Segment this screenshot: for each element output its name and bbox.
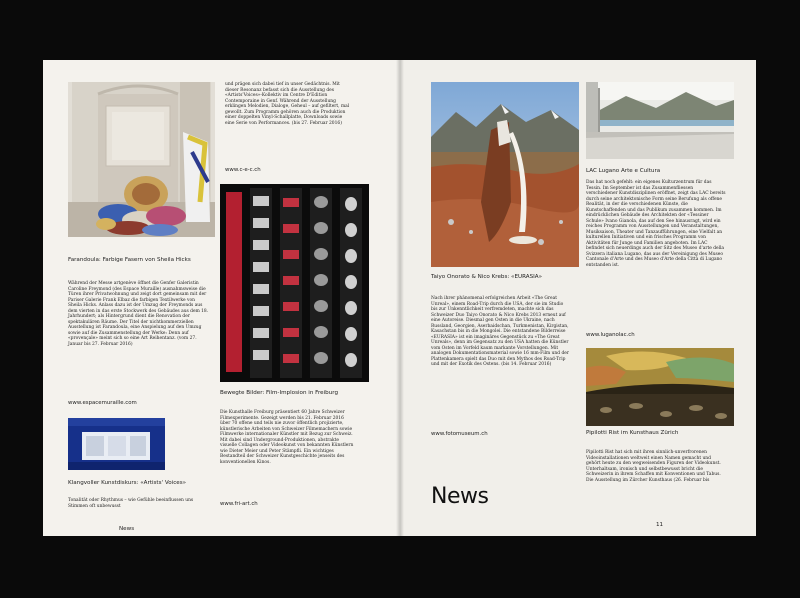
news-heading: News	[431, 484, 489, 509]
left-folio: News	[119, 526, 135, 532]
film-strip-photo	[220, 184, 369, 382]
pipilotti-caption: Pipilotti Rist im Kunsthaus Zürich	[586, 430, 679, 436]
artists-voices-photo	[68, 418, 165, 470]
lac-caption: LAC Lugano Arte e Cultura	[586, 168, 661, 174]
pipilotti-body: Pipilotti Rist hat sich mit ihren sinnlich-unverfrorenen Videoinstallationen weltweit einen Namen gemacht und gehört heute zu den wegweisenden Figuren der Videokunst. Unterhaltsam, ironisch und selbstbewusst bricht die Schweizerin in ihrem Schaffen mit Konventionen und Tabus. Die Ausstellung im Zürcher Kunsthaus (26. Februar bis	[586, 450, 721, 483]
eurasia-photo	[431, 82, 579, 267]
left-page	[43, 60, 400, 536]
eurasia-body: Nach ihrer phänomenal erfolgreichen Arbeit «The Great Unreal», einem Road-Trip durch die USA, der sie im Studio bis zur Unkenntlichkeit verfremdeten, machte sich das Schweizer Duo Taiyo Onorato & Nico Krebs 2013 erneut auf eine Autoreise. Diesmal gen Osten in die Ukraine, nach Russland, Georgien, Aserbaidschan, Turkmenistan, Kirgistan, Kasachstan bis in die Mongolei. Die entstandene Bilderreise «EURASIA» ist ein imaginäres Gegenstück zu «The Great Unreals», denn im Gegensatz zu den USA hatten die Künstler vom Osten im Vorfeld kaum markante Vorstellungen. Mit analogen Dokumentationsmaterial sowie 16 mm-Film und der Plattenkamera spielt das Duo mit den Mythos des Road-Trip und mit der Exotik des Ostens. (bis 14. Februar 2016)	[431, 296, 569, 367]
lac-lugano-photo	[586, 82, 734, 159]
espacemuraille-link[interactable]: www.espacemuraille.com	[68, 400, 137, 406]
eurasia-caption: Taiyo Onorato & Nico Krebs: «EURASIA»	[431, 274, 543, 280]
lac-body: Das hat noch gefehlt: ein eigenes Kulturzentrum für das Tessin. Im September ist das Zusammenfliessen verschiedener Kunstdisziplinen eröffnet, zeigt das LAC bereits durch seine architektonische Form seine Berufung als offene Realität, in der die verschiedenen Künste, die Kunstschaffenden und das Publikum zusammen kommen. Im eindrücklichen Gebäude des Architekten der «Tessiner Schule» Ivano Gianola, das auf den See hinausragt, wird ein reiches Programm von Ausstellungen und Veranstaltungen, Musiksaison, Theater und Tanzaufführungen, eine Vielfalt an kulturellen Initiativen und ein frisches Programm von Aktivitäten für Junge und Familien angeboten. Im LAC befindet sich neuerdings auch der Sitz des Museo d'arte della Svizzera italiana Lugano, das aus der Vereinigung des Museo Cantonale d'Arte und des Museo d'Arte della Città di Lugano entstanden ist.	[586, 180, 726, 268]
artists-voices-body-cont: und prägen sich dabei tief in unser Gedächtnis. Mit dieser Resonanz befasst sich die Ausstellung des «Artists'Voices»-Kollektiv im Centre D'Edition Contemporaine in Genf. Während der Ausstellung erklingen Melodien, Dialoge, Geheul – auf gefiltert, mal gewollt. Zum Programm gehören auch die Produktion einer doppelten Vinyl-Schallplatte, Downloads sowie eine Serie von Performances. (bis 27. Februar 2016)	[225, 82, 350, 126]
luganolac-link[interactable]: www.luganolac.ch	[586, 332, 635, 338]
farandoula-caption: Farandoula: Farbige Fasern von Sheila Hicks	[68, 257, 191, 263]
film-caption: Bewegte Bilder: Film-Implosion in Freiburg	[220, 390, 338, 396]
fotomuseum-link[interactable]: www.fotomuseum.ch	[431, 431, 488, 437]
right-page	[400, 60, 756, 536]
cec-link[interactable]: www.c-e-c.ch	[225, 167, 261, 173]
film-body: Die Kunsthalle Freiburg präsentiert 60 Jahre Schweizer Filmexperimente. Gezeigt werden bis 21. Februar 2016 über 70 offene und teils nie zuvor öffentlich projizierte, künstlerische Arbeiten von Schweizer Filmemachern sowie Filmwerke internationaler Künstler mit Bezug zur Schweiz. Mit dabei sind Underground-Produktionen, abstrakte visuelle Collagen oder Videokunst von bekannten Künstlern wie Dieter Meier und Peter Stämpfli. Ein wichtiges Bestandteil der Schweizer Kunstgeschichte jenseits des konventionellen Kinos.	[220, 410, 354, 465]
pipilotti-rist-photo	[586, 348, 734, 426]
right-folio: 11	[656, 522, 664, 528]
artists-voices-body: Tonalität oder Rhythmus – wie Gefühle beeinflussen uns Stimmen oft unbewusst	[68, 498, 194, 509]
page-gutter	[396, 60, 404, 536]
friart-link[interactable]: www.fri-art.ch	[220, 501, 258, 507]
farandoula-photo	[68, 82, 215, 237]
artists-voices-caption: Klangvoller Kunstdiskurs: «Artists' Voices»	[68, 480, 187, 486]
farandoula-body: Während der Messe artgenève öffnet die Genfer Galeristin Caroline Freymond (des Espace Muraille) ausnahmsweise die Türen ihrer Privatwohnung und zeigt dort gemeinsam mit der Pariser Galerie Frank Elbaz die farbigen Textilwerke von Sheila Hicks. Anlass dazu ist der Umzug der Freymonds aus dem vierten in das erste Stockwerk des Gebäudes aus dem 18. Jahrhundert; als Hintergrund dient die Renovation der spektakulären Räume. Der Titel der nichtkommerziellen Ausstellung ist Farandoula, eine Anspielung auf den Umzug sowie auf die Zusammenstellung der Werke: Denn auf «provençale» meint sich so eine Art Reihentanz. (vom 27. Januar bis 27. Februar 2016)	[68, 281, 209, 347]
